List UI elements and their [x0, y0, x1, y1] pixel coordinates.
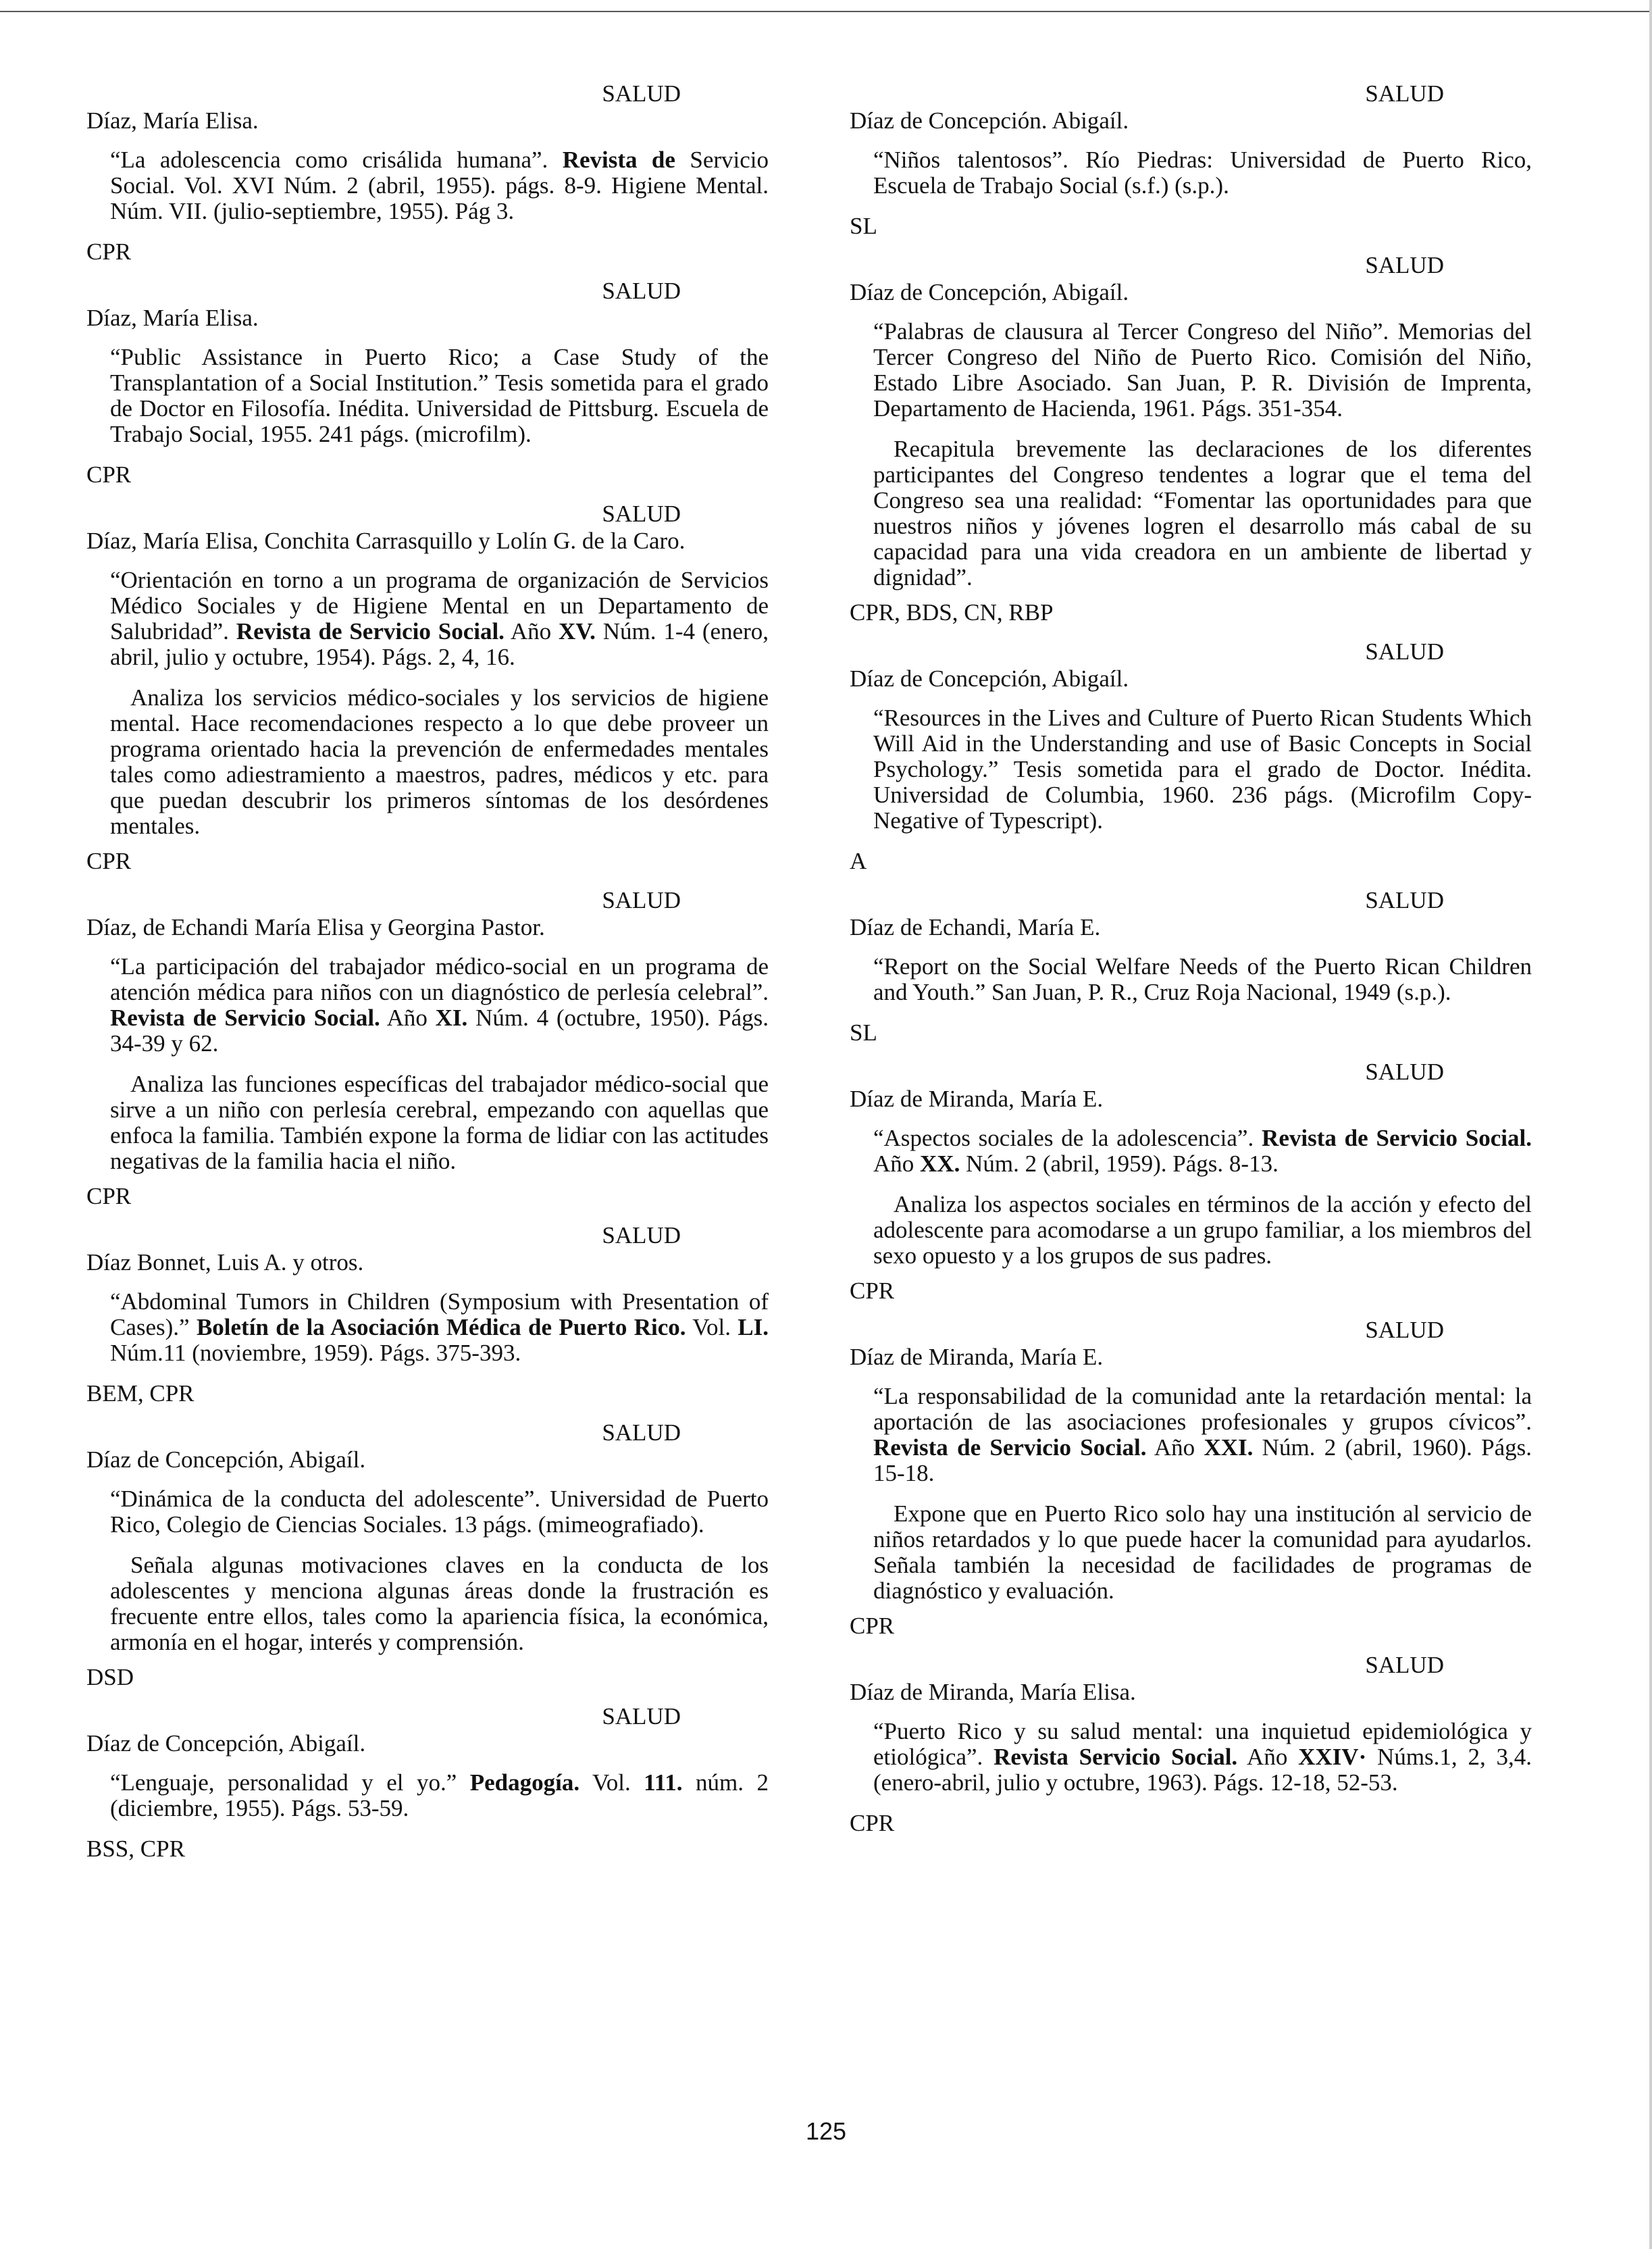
library-codes: SL: [850, 213, 877, 239]
entry-abstract: Recapitula brevemente las declaraciones de los diferentes participantes del Congreso tendentes a lograr que el tema del Congreso sea una realidad: “Fomentar las oportunidades para que nuestros niños y jóvenes logren el desarrollo más cabal de su capacidad para una vida creadora en un ambiente de libertad y dignidad”.: [873, 436, 1532, 590]
page-number: 125: [805, 2117, 847, 2145]
citation-bold: XI.: [435, 1005, 468, 1031]
entry-author: Díaz de Miranda, María Elisa.: [850, 1679, 1136, 1705]
citation-bold: Revista de: [562, 147, 675, 173]
citation-text: Año: [504, 618, 559, 645]
subject-heading: SALUD: [602, 1703, 681, 1729]
citation-text: Año: [1237, 1744, 1299, 1770]
subject-heading: SALUD: [1365, 1059, 1444, 1085]
entry-citation: [110, 1486, 769, 1538]
citation-text: “Palabras de clausura al Tercer Congreso del Niño”. Memorias del Tercer Congreso del Niño de Puerto Rico. Comisión del Niño, Estado Libre Asociado. San Juan, P. R. División de Imprenta, Departamento de Hacienda, 1961. Págs. 351-354.: [873, 318, 1532, 422]
citation-text: Año: [1146, 1434, 1204, 1461]
citation-text: “Report on the Social Welfare Needs of the Puerto Rican Children and Youth.” San Juan, P. R., Cruz Roja Nacional, 1949 (s.p.).: [873, 953, 1532, 1005]
subject-heading: SALUD: [602, 278, 681, 304]
bibliography-entry: [850, 1059, 1532, 1304]
citation-text: Núm. 1-4 (enero, abril, julio y octubre, 1954). Págs. 2, 4, 16.: [110, 618, 769, 670]
entry-author: Díaz, María Elisa.: [86, 305, 259, 331]
subject-heading: SALUD: [1365, 638, 1444, 665]
entry-citation: [873, 147, 1532, 199]
entry-abstract: Analiza los aspectos sociales en términos de la acción y efecto del adolescente para acomodarse a un grupo familiar, a los miembros del sexo opuesto y a los grupos de sus padres.: [873, 1191, 1532, 1269]
top-rule: [0, 0, 1652, 12]
entry-author: Díaz de Miranda, María E.: [850, 1086, 1104, 1112]
entry-author: Díaz Bonnet, Luis A. y otros.: [86, 1249, 364, 1275]
library-codes: CPR: [86, 461, 132, 488]
library-codes: DSD: [86, 1664, 134, 1690]
bibliography-entry: [86, 888, 769, 1209]
citation-text: “Dinámica de la conducta del adolescente”. Universidad de Puerto Rico, Colegio de Ciencias Sociales. 13 págs. (mimeografiado).: [110, 1486, 769, 1538]
subject-heading: SALUD: [1365, 1317, 1444, 1343]
page-edge: [1649, 0, 1652, 2249]
subject-heading: SALUD: [1365, 887, 1444, 913]
subject-heading: SALUD: [602, 887, 681, 913]
bibliography-entry: [850, 81, 1532, 239]
bibliography-entry: [86, 1704, 769, 1862]
right-column: [850, 81, 1532, 1850]
citation-text: Núm. 2 (abril, 1960). Págs. 15-18.: [873, 1434, 1532, 1486]
citation-bold: Revista de Servicio Social.: [110, 1005, 380, 1031]
entry-abstract: Señala algunas motivaciones claves en la conducta de los adolescentes y menciona algunas áreas donde la frustración es frecuente entre ellos, tales como la apariencia física, la económica, armonía en el hogar, interés y comprensión.: [110, 1552, 769, 1655]
citation-text: “Niños talentosos”. Río Piedras: Universidad de Puerto Rico, Escuela de Trabajo Social (s.f.) (s.p.).: [873, 147, 1532, 199]
entry-citation: [110, 567, 769, 670]
entry-abstract: Analiza los servicios médico-sociales y los servicios de higiene mental. Hace recomendaciones respecto a lo que debe proveer un programa orientado hacia la prevención de enfermedades mentales tales como adiestramiento a maestros, padres, médicos y etc. para que puedan descubrir los primeros síntomas de los desórdenes mentales.: [110, 684, 769, 839]
subject-heading: SALUD: [602, 1222, 681, 1248]
library-codes: CPR: [850, 1613, 895, 1639]
citation-bold: XX.: [920, 1151, 960, 1177]
entry-citation: [110, 954, 769, 1057]
subject-heading: SALUD: [602, 501, 681, 527]
citation-text: “La responsabilidad de la comunidad ante la retardación mental: la aportación de las asociaciones profesionales y grupos cívicos”.: [873, 1383, 1532, 1435]
entry-citation: [873, 705, 1532, 834]
citation-text: “Resources in the Lives and Culture of Puerto Rican Students Which Will Aid in the Understanding and use of Basic Concepts in Social Psychology.” Tesis sometida para el grado de Doctor. Inédita. Universidad de Columbia, 1960. 236 págs. (Microfilm Copy-Negative of Typescript).: [873, 705, 1532, 834]
citation-bold: Revista Servicio Social.: [993, 1744, 1238, 1770]
citation-text: Núms.1, 2, 3,4. (enero-abril, julio y octubre, 1963). Págs. 12-18, 52-53.: [873, 1744, 1532, 1796]
library-codes: CPR: [850, 1278, 895, 1304]
left-column: [86, 81, 769, 1875]
bibliography-entry: [850, 639, 1532, 874]
citation-bold: XXI.: [1204, 1434, 1254, 1461]
bibliography-entry: [86, 1223, 769, 1407]
citation-text: núm. 2 (diciembre, 1955). Págs. 53-59.: [110, 1769, 769, 1821]
subject-heading: SALUD: [602, 80, 681, 107]
library-codes: CPR: [86, 848, 132, 874]
citation-text: Núm.11 (noviembre, 1959). Págs. 375-393.: [110, 1340, 521, 1366]
citation-text: “Orientación en torno a un programa de organización de Servicios Médico Sociales y de Higiene Mental en un Departamento de Salubridad”.: [110, 567, 769, 645]
citation-text: Año: [380, 1005, 436, 1031]
bibliography-entry: [850, 1317, 1532, 1639]
citation-bold: Boletín de la Asociación Médica de Puerto Rico.: [196, 1314, 686, 1340]
citation-text: Vol.: [579, 1769, 644, 1796]
entry-citation: [873, 1719, 1532, 1796]
subject-heading: SALUD: [1365, 252, 1444, 278]
subject-heading: SALUD: [1365, 80, 1444, 107]
bibliography-entry: [86, 81, 769, 265]
citation-text: “Abdominal Tumors in Children (Symposium with Presentation of Cases).”: [110, 1288, 769, 1340]
entry-author: Díaz de Concepción. Abigaíl.: [850, 107, 1129, 134]
citation-text: “Puerto Rico y su salud mental: una inquietud epidemiológica y etiológica”.: [873, 1718, 1532, 1770]
subject-heading: SALUD: [1365, 1652, 1444, 1678]
bibliography-entry: [86, 278, 769, 488]
entry-author: Díaz de Concepción, Abigaíl.: [86, 1446, 366, 1473]
bibliography-entry: [850, 1652, 1532, 1836]
entry-abstract: Expone que en Puerto Rico solo hay una institución al servicio de niños retardados y lo que puede hacer la comunidad para ayudarlos. Señala también la necesidad de facilidades de programas de diagnóstico y evaluación.: [873, 1500, 1532, 1604]
entry-author: Díaz, María Elisa.: [86, 107, 259, 134]
entry-citation: [873, 1126, 1532, 1177]
entry-author: Díaz, María Elisa, Conchita Carrasquillo y Lolín G. de la Caro.: [86, 528, 686, 554]
library-codes: CPR: [86, 238, 132, 265]
bibliography-entry: [850, 253, 1532, 626]
citation-bold: 111.: [644, 1769, 683, 1796]
citation-bold: XV.: [559, 618, 596, 645]
entry-abstract: Analiza las funciones específicas del trabajador médico-social que sirve a un niño con perlesía cerebral, empezando con aquellas que enfoca la familia. También expone la forma de lidiar con las actitudes negativas de la familia hacia el niño.: [110, 1071, 769, 1174]
citation-text: Año: [873, 1151, 921, 1177]
library-codes: A: [850, 848, 867, 874]
citation-text: “La participación del trabajador médico-social en un programa de atención médica para niños con un diagnóstico de perlesía celebral”.: [110, 953, 769, 1005]
entry-citation: [873, 954, 1532, 1005]
entry-citation: [873, 1384, 1532, 1486]
citation-bold: LI.: [738, 1314, 769, 1340]
entry-citation: [110, 1289, 769, 1366]
library-codes: BEM, CPR: [86, 1380, 195, 1407]
bibliography-entry: [86, 501, 769, 874]
entry-citation: [110, 345, 769, 447]
citation-bold: Pedagogía.: [469, 1769, 580, 1796]
citation-bold: Revista de Servicio Social.: [236, 618, 505, 645]
entry-citation: [110, 1770, 769, 1821]
library-codes: SL: [850, 1019, 877, 1046]
citation-text: “Public Assistance in Puerto Rico; a Case Study of the Transplantation of a Social Institution.” Tesis sometida para el grado de Doctor en Filosofía. Inédita. Universidad de Pittsburg. Escuela de Trabajo Social, 1955. 241 págs. (microfilm).: [110, 344, 769, 447]
bibliography-entry: [86, 1420, 769, 1690]
citation-bold: XXIV·: [1298, 1744, 1367, 1770]
citation-text: Servicio Social. Vol. XVI Núm. 2 (abril, 1955). págs. 8-9. Higiene Mental. Núm. VII. (julio-septiembre, 1955). Pág 3.: [110, 147, 769, 224]
entry-author: Díaz de Concepción, Abigaíl.: [86, 1730, 366, 1757]
citation-text: Núm. 4 (octubre, 1950). Págs. 34-39 y 62.: [110, 1005, 769, 1057]
citation-bold: Revista de Servicio Social.: [873, 1434, 1147, 1461]
entry-author: Díaz de Concepción, Abigaíl.: [850, 665, 1129, 692]
library-codes: BSS, CPR: [86, 1836, 185, 1862]
subject-heading: SALUD: [602, 1419, 681, 1446]
citation-text: Vol.: [686, 1314, 738, 1340]
citation-text: “La adolescencia como crisálida humana”.: [110, 147, 563, 173]
library-codes: CPR: [86, 1183, 132, 1209]
citation-text: Núm. 2 (abril, 1959). Págs. 8-13.: [960, 1151, 1279, 1177]
entry-author: Díaz de Concepción, Abigaíl.: [850, 279, 1129, 305]
entry-author: Díaz de Miranda, María E.: [850, 1344, 1104, 1370]
entry-citation: [873, 319, 1532, 422]
entry-author: Díaz de Echandi, María E.: [850, 914, 1101, 940]
library-codes: CPR, BDS, CN, RBP: [850, 599, 1054, 626]
entry-citation: [110, 147, 769, 224]
bibliography-entry: [850, 888, 1532, 1046]
citation-bold: Revista de Servicio Social.: [1262, 1125, 1532, 1151]
entry-author: Díaz, de Echandi María Elisa y Georgina Pastor.: [86, 914, 545, 940]
citation-text: “Lenguaje, personalidad y el yo.”: [110, 1769, 470, 1796]
library-codes: CPR: [850, 1810, 895, 1836]
citation-text: “Aspectos sociales de la adolescencia”.: [873, 1125, 1262, 1151]
